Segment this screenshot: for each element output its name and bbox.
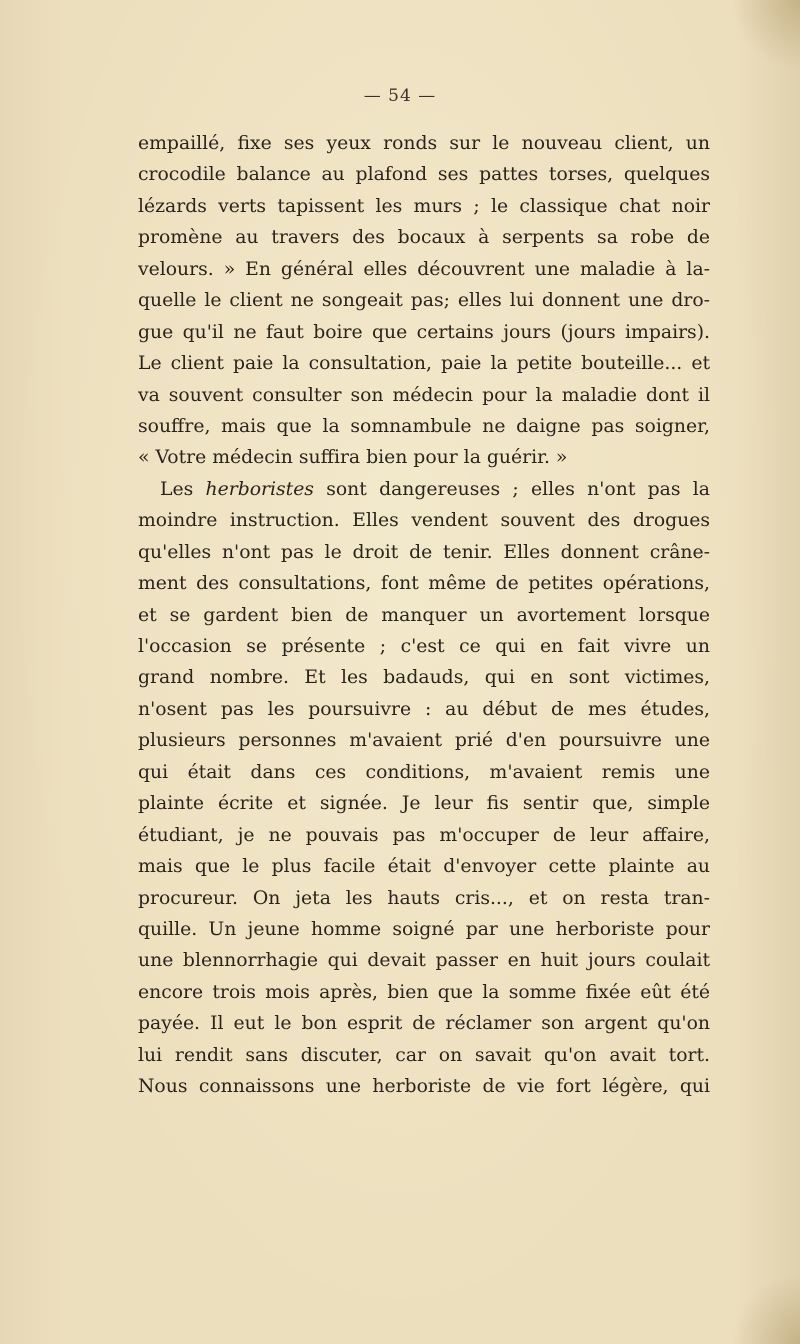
text-line: gue qu'il ne faut boire que certains jours (jours impairs).	[138, 321, 710, 343]
text-line: promène au travers des bocaux à serpents sa robe de	[138, 227, 710, 249]
text-line: plusieurs personnes m'avaient prié d'en poursuivre une	[138, 730, 710, 752]
paragraph-start-line	[138, 474, 710, 505]
text-line: qu'elles n'ont pas le droit de tenir. Elles donnent crâne-	[138, 541, 710, 563]
text-line: Le client paie la consultation, paie la petite bouteille... et	[138, 353, 710, 375]
text-line: moindre instruction. Elles vendent souvent des drogues	[138, 510, 710, 532]
text-line: crocodile balance au plafond ses pattes torses, quelques	[138, 164, 710, 186]
text-line: mais que le plus facile était d'envoyer cette plainte au	[138, 856, 710, 878]
text-line: encore trois mois après, bien que la somme fixée eût été	[138, 981, 710, 1003]
page-corner-shade-bottom	[730, 1274, 800, 1344]
text-line: et se gardent bien de manquer un avortement lorsque	[138, 604, 710, 626]
text-line: souffre, mais que la somnambule ne daigne pas soigner,	[138, 415, 710, 437]
italic-term: herboristes	[205, 478, 314, 500]
text-line: n'osent pas les poursuivre : au début de mes études,	[138, 698, 710, 720]
text-line: payée. Il eut le bon esprit de réclamer son argent qu'on	[138, 1013, 710, 1035]
text-line: lézards verts tapissent les murs ; le classique chat noir	[138, 195, 710, 217]
text-line: quelle le client ne songeait pas; elles lui donnent une dro-	[138, 290, 710, 312]
page-corner-shade	[730, 0, 800, 70]
text-line: plainte écrite et signée. Je leur fis sentir que, simple	[138, 793, 710, 815]
text-line: empaillé, fixe ses yeux ronds sur le nouveau client, un	[138, 133, 710, 154]
text-line: va souvent consulter son médecin pour la maladie dont il	[138, 384, 710, 406]
text-line: une blennorrhagie qui devait passer en huit jours coulait	[138, 950, 710, 972]
text-line: grand nombre. Et les badauds, qui en sont victimes,	[138, 667, 710, 689]
text-line: Nous connaissons une herboriste de vie fort légère, qui	[138, 1076, 710, 1098]
text-line: l'occasion se présente ; c'est ce qui en fait vivre un	[138, 636, 710, 657]
text-segment: Les	[160, 478, 206, 500]
text-segment: sont dangereuses ; elles n'ont pas la	[313, 478, 710, 500]
body-text	[138, 128, 710, 1103]
text-line: velours. » En général elles découvrent une maladie à la-	[138, 258, 710, 280]
text-line: lui rendit sans discuter, car on savait qu'on avait tort.	[138, 1044, 710, 1066]
text-line: étudiant, je ne pouvais pas m'occuper de leur affaire,	[138, 824, 710, 846]
text-line: procureur. On jeta les hauts cris..., et on resta tran-	[138, 887, 710, 909]
text-line: ment des consultations, font même de petites opérations,	[138, 573, 710, 595]
text-line: qui était dans ces conditions, m'avaient remis une	[138, 761, 710, 783]
text-line: quille. Un jeune homme soigné par une herboriste pour	[138, 918, 710, 940]
page-number: — 54 —	[363, 86, 437, 106]
text-line: « Votre médecin suffira bien pour la guérir. »	[138, 447, 568, 469]
